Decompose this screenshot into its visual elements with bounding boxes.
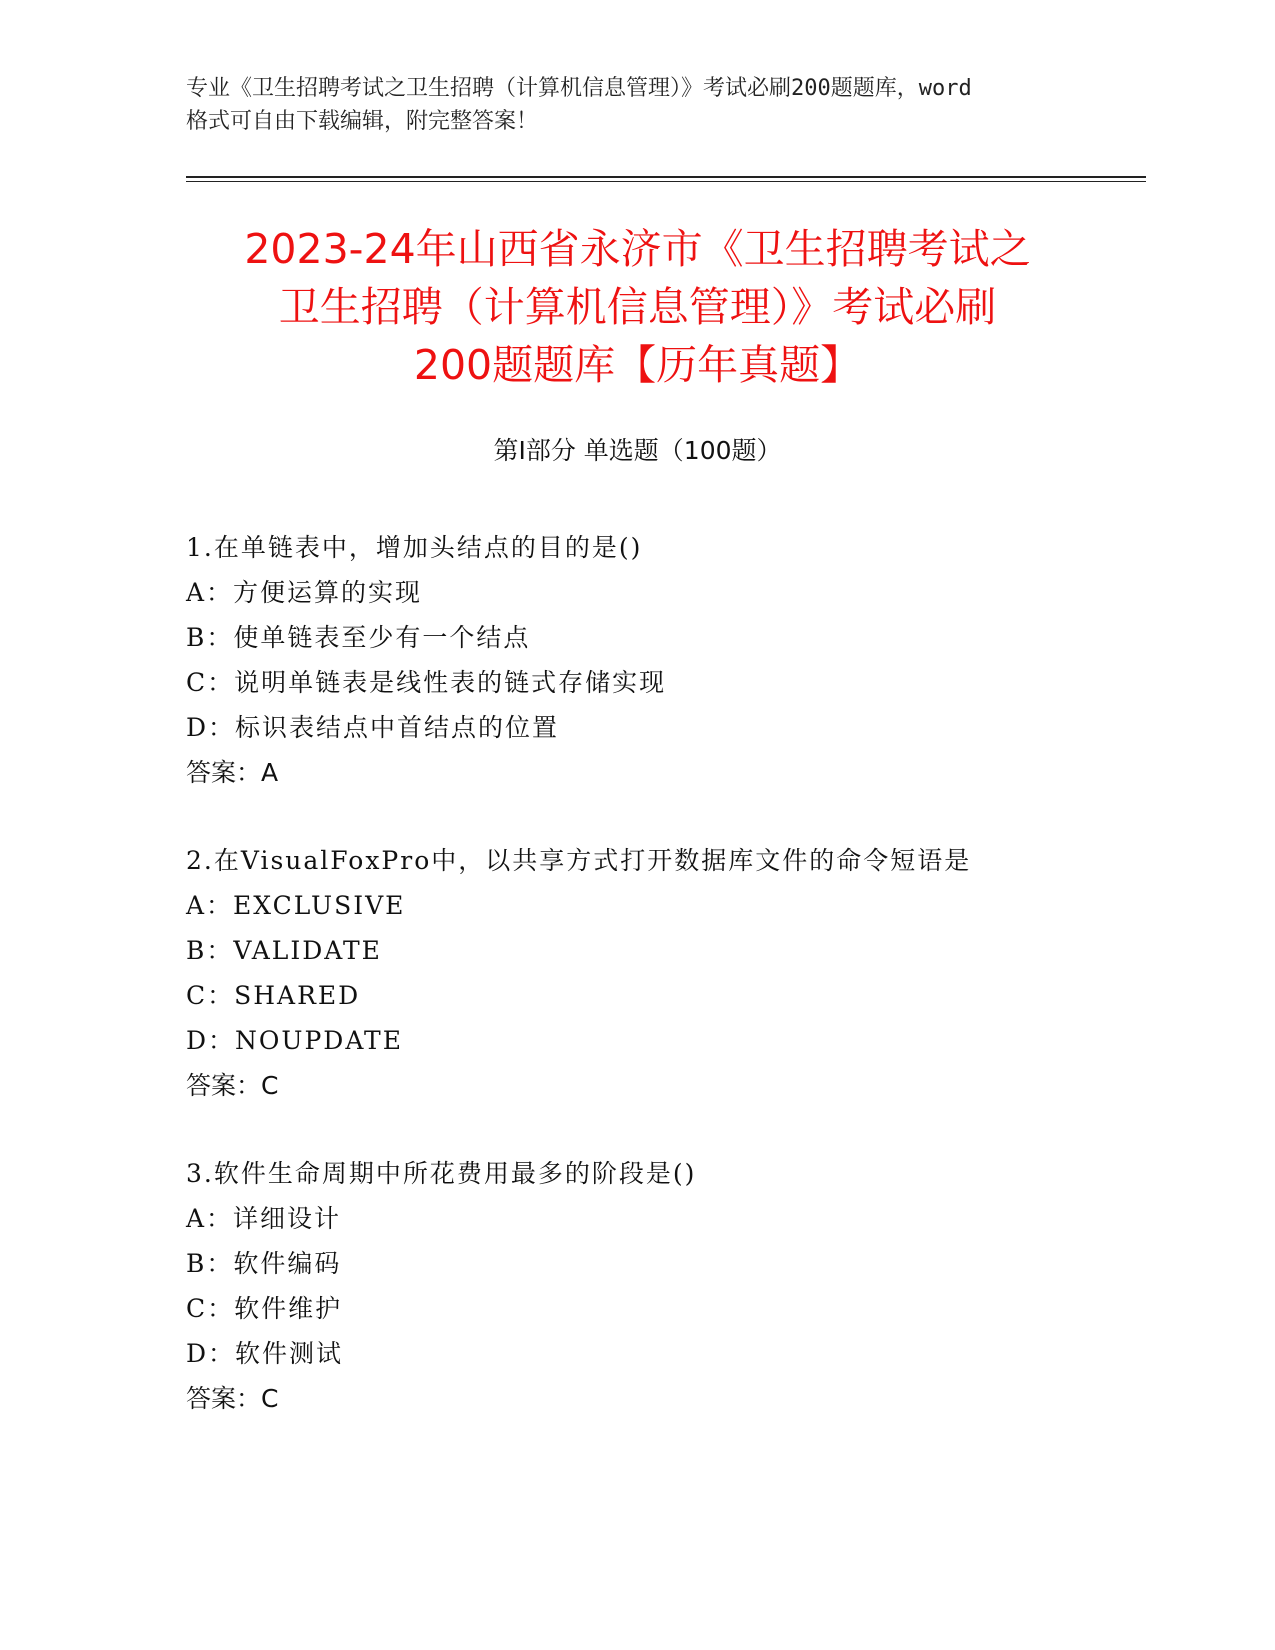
header-note-line: 专业《卫生招聘考试之卫生招聘（计算机信息管理）》考试必刷200题题库，word: [186, 76, 972, 101]
question-stem: 1.在单链表中，增加头结点的目的是(): [186, 533, 643, 562]
option-c: C：SHARED: [186, 981, 361, 1010]
option-d: D：软件测试: [186, 1339, 344, 1368]
answer-line: 答案：A: [186, 758, 279, 787]
header-divider-thin: [186, 181, 1146, 182]
option-b: B：VALIDATE: [186, 936, 382, 965]
option-c: C：软件维护: [186, 1294, 343, 1323]
question-item: [186, 525, 1146, 795]
option-a: A：方便运算的实现: [186, 578, 423, 607]
section-heading: 第I部分 单选题（100题）: [493, 436, 782, 465]
header-note: [186, 72, 1086, 138]
document-title: [150, 220, 1125, 394]
question-item: [186, 838, 1146, 1108]
question-list: [186, 525, 1146, 1464]
option-a: A：EXCLUSIVE: [186, 891, 406, 920]
option-c: C：说明单链表是线性表的链式存储实现: [186, 668, 667, 697]
option-a: A：详细设计: [186, 1204, 342, 1233]
title-line: 卫生招聘（计算机信息管理）》考试必刷: [278, 283, 997, 331]
answer-line: 答案：C: [186, 1384, 279, 1413]
option-d: D：标识表结点中首结点的位置: [186, 713, 560, 742]
question-stem: 3.软件生命周期中所花费用最多的阶段是(): [186, 1159, 697, 1188]
answer-line: 答案：C: [186, 1071, 279, 1100]
option-b: B：软件编码: [186, 1249, 342, 1278]
header-note-line: 格式可自由下载编辑，附完整答案！: [186, 109, 539, 134]
title-line: 200题题库【历年真题】: [413, 341, 862, 389]
option-b: B：使单链表至少有一个结点: [186, 623, 531, 652]
header-divider: [186, 176, 1146, 178]
question-stem: 2.在VisualFoxPro中，以共享方式打开数据库文件的命令短语是: [186, 846, 972, 875]
question-item: [186, 1151, 1146, 1421]
option-d: D：NOUPDATE: [186, 1026, 403, 1055]
title-line: 2023-24年山西省永济市《卫生招聘考试之: [244, 225, 1031, 273]
